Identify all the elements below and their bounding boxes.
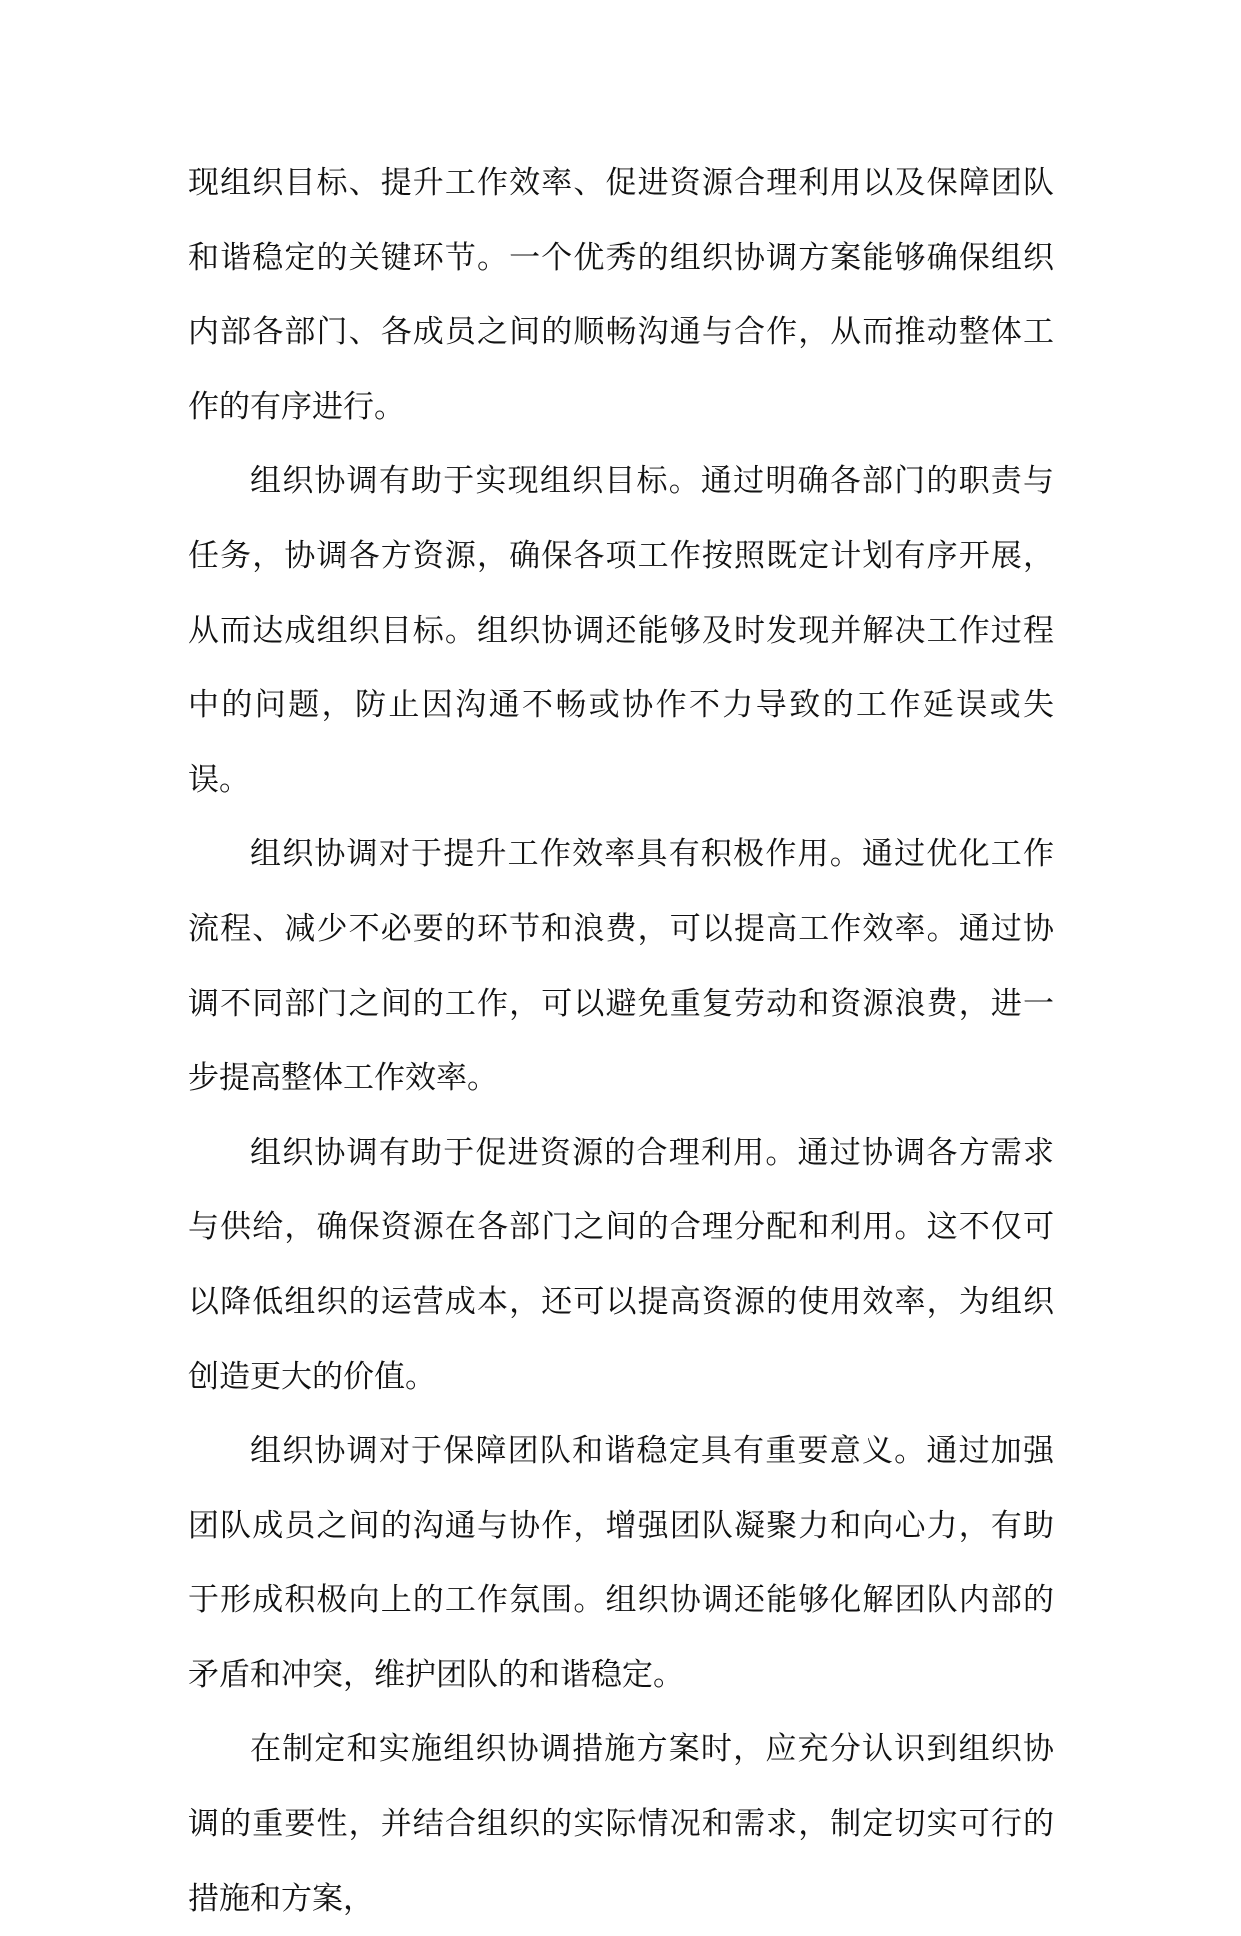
paragraph-continuation: 现组织目标、提升工作效率、促进资源合理利用以及保障团队和谐稳定的关键环节。一个优秀的组织协调方案能够确保组织内部各部门、各成员之间的顺畅沟通与合作，从而推动整体工作的有序进行。	[188, 165, 1054, 425]
document-body	[188, 146, 1054, 1936]
paragraph-organizational-goals: 组织协调有助于实现组织目标。通过明确各部门的职责与任务，协调各方资源，确保各项工作按照既定计划有序开展，从而达成组织目标。组织协调还能够及时发现并解决工作过程中的问题，防止因沟通不畅或协作不力导致的工作延误或失误。	[188, 463, 1054, 798]
paragraph-work-efficiency: 组织协调对于提升工作效率具有积极作用。通过优化工作流程、减少不必要的环节和浪费，可以提高工作效率。通过协调不同部门之间的工作，可以避免重复劳动和资源浪费，进一步提高整体工作效率。	[188, 836, 1054, 1097]
paragraph-team-harmony: 组织协调对于保障团队和谐稳定具有重要意义。通过加强团队成员之间的沟通与协作，增强团队凝聚力和向心力，有助于形成积极向上的工作氛围。组织协调还能够化解团队内部的矛盾和冲突，维护团队的和谐稳定。	[188, 1433, 1054, 1693]
paragraph-implementation: 在制定和实施组织协调措施方案时，应充分认识到组织协调的重要性，并结合组织的实际情况和需求，制定切实可行的措施和方案，	[188, 1731, 1054, 1917]
paragraph-resource-utilization: 组织协调有助于促进资源的合理利用。通过协调各方需求与供给，确保资源在各部门之间的合理分配和利用。这不仅可以降低组织的运营成本，还可以提高资源的使用效率，为组织创造更大的价值。	[188, 1134, 1054, 1395]
